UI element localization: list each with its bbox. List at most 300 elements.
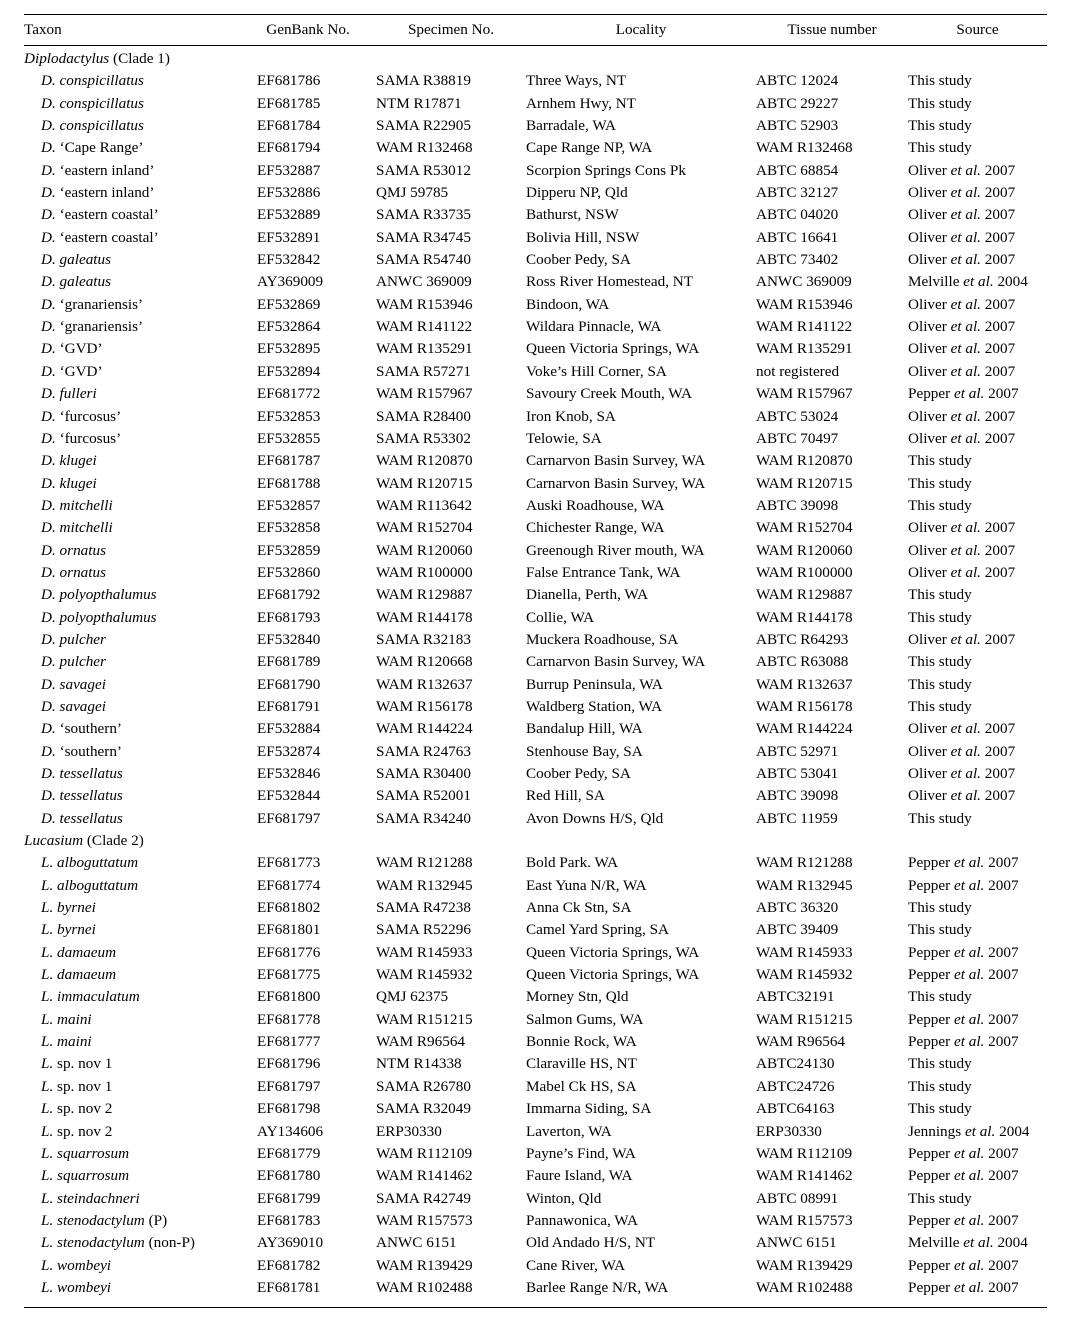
specimen-cell: WAM R145932 — [376, 966, 473, 984]
source-author: Melville — [908, 1234, 964, 1252]
genbank-cell: EF532855 — [257, 429, 321, 447]
table-row — [24, 964, 1047, 986]
taxon-name: D. conspicillatus — [41, 117, 144, 135]
source-author: Pepper — [908, 1211, 954, 1229]
source-author: Oliver — [908, 318, 951, 336]
genbank-cell: EF681799 — [257, 1189, 321, 1207]
source-year: 2007 — [980, 720, 1016, 738]
specimen-cell: WAM R120668 — [376, 653, 473, 671]
source-cell — [908, 115, 1047, 137]
genbank-cell: EF681788 — [257, 474, 321, 492]
taxon-name: L. stenodactylum — [41, 1234, 145, 1252]
source-cell — [908, 361, 1047, 383]
taxon-name: D. — [41, 228, 56, 246]
genbank-cell: EF532853 — [257, 407, 321, 425]
specimen-cell: SAMA R32183 — [376, 630, 471, 648]
source-cell — [908, 137, 1047, 159]
taxon-cell — [24, 1121, 240, 1143]
specimen-cell: SAMA R34240 — [376, 809, 471, 827]
source-author: Oliver — [908, 429, 951, 447]
genbank-cell: AY369009 — [257, 273, 324, 291]
specimen-cell: SAMA R47238 — [376, 899, 471, 917]
locality-cell: Anna Ck Stn, SA — [526, 899, 632, 917]
source-year: 2007 — [980, 765, 1016, 782]
genbank-cell: EF681780 — [257, 1167, 321, 1185]
specimen-cell: WAM R112109 — [376, 1144, 473, 1162]
taxon-name: L. damaeum — [41, 943, 117, 961]
source-year: 2004 — [993, 1234, 1028, 1252]
locality-cell: Collie, WA — [526, 608, 595, 626]
specimen-cell: WAM R152704 — [376, 519, 473, 537]
source-year: 2007 — [980, 787, 1016, 805]
source-cell — [908, 986, 1047, 1008]
locality-cell: Bathurst, NSW — [526, 206, 619, 224]
source-author: This study — [908, 675, 972, 693]
genbank-cell: EF532859 — [257, 541, 321, 559]
source-cell — [908, 338, 1047, 360]
tissue-cell: ABTC24726 — [756, 1077, 835, 1095]
source-author: Oliver — [908, 541, 951, 559]
taxon-cell — [24, 1098, 240, 1120]
taxon-name: D. tessellatus — [41, 787, 123, 805]
group-genus: Lucasium — [24, 832, 84, 850]
source-cell — [908, 1165, 1047, 1187]
taxon-cell — [24, 562, 240, 584]
source-etal: et al. — [953, 1211, 985, 1229]
genbank-cell: EF681789 — [257, 653, 321, 671]
locality-cell: Avon Downs H/S, Qld — [526, 809, 664, 827]
specimen-cell: QMJ 59785 — [376, 184, 449, 202]
specimen-cell: SAMA R38819 — [376, 72, 471, 90]
tissue-cell: WAM R132945 — [756, 876, 853, 894]
specimen-cell: WAM R100000 — [376, 563, 473, 581]
genbank-cell: EF681802 — [257, 899, 321, 917]
taxon-name: D. — [41, 340, 56, 358]
locality-cell: Scorpion Springs Cons Pk — [526, 161, 686, 179]
source-author: This study — [908, 809, 972, 827]
header-taxon: Taxon — [24, 21, 62, 38]
source-cell — [908, 383, 1047, 405]
source-etal: et al. — [953, 876, 985, 894]
tissue-cell: WAM R112109 — [756, 1144, 853, 1162]
source-year: 2007 — [980, 362, 1016, 380]
table-row — [24, 115, 1047, 137]
locality-cell: Faure Island, WA — [526, 1167, 633, 1185]
genbank-cell: EF681801 — [257, 921, 321, 939]
taxon-cell — [24, 1009, 240, 1031]
locality-cell: Pannawonica, WA — [526, 1211, 638, 1229]
source-year: 2007 — [984, 1144, 1019, 1162]
specimen-table — [24, 16, 1047, 1299]
taxon-qualifier: ‘eastern coastal’ — [55, 228, 159, 246]
tissue-cell: WAM R153946 — [756, 295, 853, 313]
source-year: 2007 — [980, 630, 1016, 648]
genbank-cell: EF681782 — [257, 1256, 321, 1274]
tissue-cell: ABTC 39409 — [756, 921, 839, 939]
locality-cell: Waldberg Station, WA — [526, 697, 663, 715]
source-etal: et al. — [963, 1234, 994, 1252]
taxon-qualifier: ‘furcosus’ — [55, 407, 122, 425]
source-etal: et al. — [953, 1033, 985, 1051]
group-cell — [24, 44, 1047, 70]
specimen-cell: SAMA R33735 — [376, 206, 471, 224]
taxon-name: L. — [41, 1077, 54, 1095]
taxon-name: D. klugei — [41, 452, 97, 470]
tissue-cell: ABTC 36320 — [756, 899, 839, 917]
taxon-cell — [24, 696, 240, 718]
source-cell — [908, 674, 1047, 696]
source-author: Pepper — [908, 385, 954, 403]
tissue-cell: ABTC24130 — [756, 1055, 835, 1073]
specimen-cell: WAM R144178 — [376, 608, 473, 626]
specimen-cell: WAM R141462 — [376, 1167, 473, 1185]
source-etal: et al. — [953, 966, 985, 984]
locality-cell: Carnarvon Basin Survey, WA — [526, 474, 706, 492]
bottom-rule — [24, 1307, 1047, 1308]
source-author: This study — [908, 1189, 972, 1207]
taxon-cell — [24, 629, 240, 651]
source-author: Pepper — [908, 1167, 954, 1185]
table-row — [24, 316, 1047, 338]
tissue-cell: WAM R144178 — [756, 608, 853, 626]
source-author: This study — [908, 697, 972, 715]
genbank-cell: EF532842 — [257, 251, 321, 269]
taxon-cell — [24, 808, 240, 830]
tissue-cell: WAM R152704 — [756, 519, 853, 537]
specimen-cell: WAM R141122 — [376, 318, 473, 336]
taxon-name: L. — [41, 1122, 54, 1140]
source-author: Oliver — [908, 206, 951, 224]
taxon-qualifier: ‘granariensis’ — [55, 295, 144, 313]
taxon-name: D. ornatus — [41, 541, 106, 559]
source-year: 2007 — [984, 385, 1019, 403]
header-tissue: Tissue number — [787, 21, 877, 38]
table-row — [24, 517, 1047, 539]
specimen-cell: SAMA R52296 — [376, 921, 471, 939]
genbank-cell: EF681796 — [257, 1055, 321, 1073]
taxon-qualifier: ‘eastern coastal’ — [55, 206, 159, 224]
table-row — [24, 808, 1047, 830]
source-cell — [908, 942, 1047, 964]
taxon-name: D. tessellatus — [41, 765, 123, 782]
taxon-cell — [24, 718, 240, 740]
genbank-cell: EF532889 — [257, 206, 321, 224]
taxon-cell — [24, 1255, 240, 1277]
taxon-cell — [24, 674, 240, 696]
table-row — [24, 942, 1047, 964]
taxon-cell — [24, 852, 240, 874]
locality-cell: Laverton, WA — [526, 1122, 612, 1140]
genbank-cell: EF532846 — [257, 765, 321, 782]
table-row — [24, 1255, 1047, 1277]
genbank-cell: EF681797 — [257, 809, 321, 827]
genbank-cell: EF681793 — [257, 608, 321, 626]
genbank-cell: EF681791 — [257, 697, 321, 715]
source-cell — [908, 1053, 1047, 1075]
source-cell — [908, 964, 1047, 986]
table-row — [24, 160, 1047, 182]
source-etal: et al. — [953, 1278, 985, 1296]
tissue-cell: ABTC 39098 — [756, 787, 839, 805]
source-etal: et al. — [950, 161, 981, 179]
table-row — [24, 897, 1047, 919]
specimen-cell: SAMA R30400 — [376, 765, 471, 782]
source-cell — [908, 607, 1047, 629]
tissue-cell: ABTC 68854 — [756, 161, 839, 179]
source-cell — [908, 1098, 1047, 1120]
taxon-name: D. fulleri — [41, 385, 97, 403]
taxon-name: D. polyopthalumus — [41, 608, 157, 626]
locality-cell: Wildara Pinnacle, WA — [526, 318, 662, 336]
taxon-name: D. — [41, 161, 56, 179]
source-author: Pepper — [908, 1010, 954, 1028]
specimen-cell: NTM R14338 — [376, 1055, 462, 1073]
table-row — [24, 1143, 1047, 1165]
genbank-cell: EF532869 — [257, 295, 321, 313]
specimen-cell: WAM R144224 — [376, 720, 473, 738]
locality-cell: Stenhouse Bay, SA — [526, 742, 643, 760]
group-clade: (Clade 1) — [109, 50, 170, 67]
locality-cell: False Entrance Tank, WA — [526, 563, 681, 581]
source-year: 2007 — [980, 228, 1016, 246]
locality-cell: Cape Range NP, WA — [526, 139, 653, 157]
tissue-cell: WAM R151215 — [756, 1010, 853, 1028]
source-author: Oliver — [908, 630, 951, 648]
source-cell — [908, 495, 1047, 517]
taxon-name: L. alboguttatum — [41, 876, 139, 894]
genbank-cell: EF532887 — [257, 161, 321, 179]
taxon-cell — [24, 294, 240, 316]
source-etal: et al. — [950, 184, 981, 202]
locality-cell: Bonnie Rock, WA — [526, 1033, 637, 1051]
taxon-name: D. pulcher — [41, 653, 106, 671]
source-author: This study — [908, 1077, 972, 1095]
specimen-cell: WAM R121288 — [376, 854, 473, 872]
source-author: This study — [908, 988, 972, 1006]
specimen-cell: WAM R96564 — [376, 1033, 466, 1051]
source-etal: et al. — [950, 541, 981, 559]
genbank-cell: EF532874 — [257, 742, 321, 760]
tissue-cell: ERP30330 — [756, 1122, 822, 1140]
table-row — [24, 1076, 1047, 1098]
source-etal: et al. — [950, 295, 981, 313]
locality-cell: Camel Yard Spring, SA — [526, 921, 670, 939]
tissue-cell: WAM R145933 — [756, 943, 853, 961]
locality-cell: Chichester Range, WA — [526, 519, 665, 537]
source-year: 2007 — [980, 206, 1016, 224]
taxon-qualifier: sp. nov 1 — [53, 1077, 113, 1095]
source-author: Oliver — [908, 765, 951, 782]
taxon-name: L. byrnei — [41, 899, 96, 917]
taxon-cell — [24, 182, 240, 204]
locality-cell: Immarna Siding, SA — [526, 1100, 652, 1118]
source-cell — [908, 785, 1047, 807]
header-specimen: Specimen No. — [407, 21, 495, 38]
taxon-qualifier: ‘southern’ — [55, 720, 122, 738]
taxon-qualifier: (P) — [144, 1211, 168, 1229]
taxon-name: L. wombeyi — [41, 1256, 112, 1274]
source-year: 2007 — [984, 854, 1019, 872]
tissue-cell: ABTC 73402 — [756, 251, 839, 269]
taxon-cell — [24, 271, 240, 293]
taxon-cell — [24, 495, 240, 517]
locality-cell: Bandalup Hill, WA — [526, 720, 643, 738]
locality-cell: Telowie, SA — [526, 429, 602, 447]
taxon-name: D. savagei — [41, 675, 106, 693]
source-year: 2007 — [984, 966, 1019, 984]
tissue-cell: ABTC 11959 — [756, 809, 838, 827]
tissue-cell: ABTC R63088 — [756, 653, 849, 671]
source-author: Oliver — [908, 340, 951, 358]
locality-cell: Bindoon, WA — [526, 295, 610, 313]
taxon-qualifier: ‘furcosus’ — [55, 429, 122, 447]
taxon-cell — [24, 964, 240, 986]
source-author: Pepper — [908, 1144, 954, 1162]
table-row — [24, 137, 1047, 159]
source-etal: et al. — [953, 1144, 985, 1162]
taxon-name: D. — [41, 206, 56, 224]
source-etal: et al. — [953, 1256, 985, 1274]
specimen-cell: WAM R120870 — [376, 452, 473, 470]
source-author: This study — [908, 496, 972, 514]
taxon-cell — [24, 1210, 240, 1232]
taxon-name: D. polyopthalumus — [41, 586, 157, 604]
table-row — [24, 249, 1047, 271]
taxon-cell — [24, 651, 240, 673]
header-source: Source — [956, 21, 999, 38]
locality-cell: Barlee Range N/R, WA — [526, 1278, 669, 1296]
tissue-cell: ABTC 16641 — [756, 228, 839, 246]
tissue-cell: WAM R141462 — [756, 1167, 853, 1185]
top-rule — [24, 14, 1047, 15]
locality-cell: Arnhem Hwy, NT — [526, 94, 636, 112]
specimen-cell: SAMA R22905 — [376, 117, 471, 135]
source-etal: et al. — [950, 206, 981, 224]
source-cell — [908, 1188, 1047, 1210]
source-year: 2007 — [984, 876, 1019, 894]
taxon-name: L. damaeum — [41, 966, 117, 984]
taxon-cell — [24, 406, 240, 428]
table-row — [24, 584, 1047, 606]
tissue-cell: WAM R157573 — [756, 1211, 853, 1229]
taxon-qualifier: sp. nov 1 — [53, 1055, 113, 1073]
locality-cell: Voke’s Hill Corner, SA — [526, 362, 667, 380]
source-cell — [908, 1121, 1047, 1143]
specimen-cell: SAMA R34745 — [376, 228, 471, 246]
source-etal: et al. — [953, 385, 985, 403]
source-year: 2007 — [984, 1278, 1019, 1296]
source-etal: et al. — [950, 340, 981, 358]
source-cell — [908, 763, 1047, 785]
locality-cell: Bold Park. WA — [526, 854, 619, 872]
table-row — [24, 271, 1047, 293]
taxon-cell — [24, 919, 240, 941]
genbank-cell: EF681792 — [257, 586, 321, 604]
source-author: This study — [908, 117, 972, 135]
taxon-name: L. alboguttatum — [41, 854, 139, 872]
source-cell — [908, 897, 1047, 919]
source-etal: et al. — [950, 429, 981, 447]
genbank-cell: EF532858 — [257, 519, 321, 537]
source-year: 2007 — [980, 429, 1016, 447]
taxon-name: D. mitchelli — [41, 496, 113, 514]
taxon-name: D. galeatus — [41, 251, 112, 269]
taxon-name: L. immaculatum — [41, 988, 140, 1006]
source-year: 2007 — [980, 251, 1016, 269]
taxon-name: D. ornatus — [41, 563, 106, 581]
specimen-cell: SAMA R26780 — [376, 1077, 471, 1095]
table-row — [24, 875, 1047, 897]
header-row — [24, 16, 1047, 44]
taxon-cell — [24, 942, 240, 964]
tissue-cell: ANWC 369009 — [756, 273, 852, 291]
specimen-cell: SAMA R24763 — [376, 742, 471, 760]
source-year: 2007 — [984, 1256, 1019, 1274]
genbank-cell: EF532884 — [257, 720, 321, 738]
taxon-cell — [24, 249, 240, 271]
taxon-cell — [24, 1277, 240, 1299]
table-row — [24, 1188, 1047, 1210]
tissue-cell: ABTC64163 — [756, 1100, 835, 1118]
genbank-cell: EF681774 — [257, 876, 321, 894]
taxon-cell — [24, 607, 240, 629]
taxon-name: D. — [41, 720, 56, 738]
tissue-cell: WAM R132637 — [756, 675, 853, 693]
source-cell — [908, 1076, 1047, 1098]
tissue-cell: ABTC 32127 — [756, 184, 839, 202]
genbank-cell: EF681794 — [257, 139, 321, 157]
locality-cell: Muckera Roadhouse, SA — [526, 630, 679, 648]
table-row — [24, 70, 1047, 92]
table-row — [24, 852, 1047, 874]
source-author: Oliver — [908, 228, 951, 246]
taxon-name: L. stenodactylum — [41, 1211, 145, 1229]
source-cell — [908, 1255, 1047, 1277]
table-row — [24, 227, 1047, 249]
specimen-cell: ANWC 6151 — [376, 1234, 457, 1252]
genbank-cell: EF681797 — [257, 1077, 321, 1095]
specimen-cell: QMJ 62375 — [376, 988, 449, 1006]
tissue-cell: WAM R157967 — [756, 385, 853, 403]
tissue-cell: ABTC32191 — [756, 988, 835, 1006]
specimen-cell: WAM R120715 — [376, 474, 473, 492]
taxon-name: D. galeatus — [41, 273, 112, 291]
table-row — [24, 674, 1047, 696]
source-author: Pepper — [908, 876, 954, 894]
table-row — [24, 1210, 1047, 1232]
source-etal: et al. — [950, 228, 981, 246]
taxon-name: L. maini — [41, 1033, 92, 1051]
source-year: 2007 — [980, 407, 1016, 425]
taxon-qualifier: ‘eastern inland’ — [55, 161, 155, 179]
taxon-name: L. — [41, 1100, 54, 1118]
source-author: Oliver — [908, 251, 951, 269]
specimen-cell: SAMA R53302 — [376, 429, 471, 447]
source-year: 2007 — [984, 1211, 1019, 1229]
source-cell — [908, 160, 1047, 182]
source-cell — [908, 1277, 1047, 1299]
taxon-name: D. conspicillatus — [41, 94, 144, 112]
group-genus: Diplodactylus — [24, 50, 110, 67]
source-cell — [908, 852, 1047, 874]
taxon-cell — [24, 115, 240, 137]
source-cell — [908, 1031, 1047, 1053]
source-author: This study — [908, 1055, 972, 1073]
taxon-name: L. wombeyi — [41, 1278, 112, 1296]
genbank-cell: EF532894 — [257, 362, 321, 380]
specimen-cell: WAM R113642 — [376, 496, 473, 514]
specimen-cell: WAM R135291 — [376, 340, 473, 358]
